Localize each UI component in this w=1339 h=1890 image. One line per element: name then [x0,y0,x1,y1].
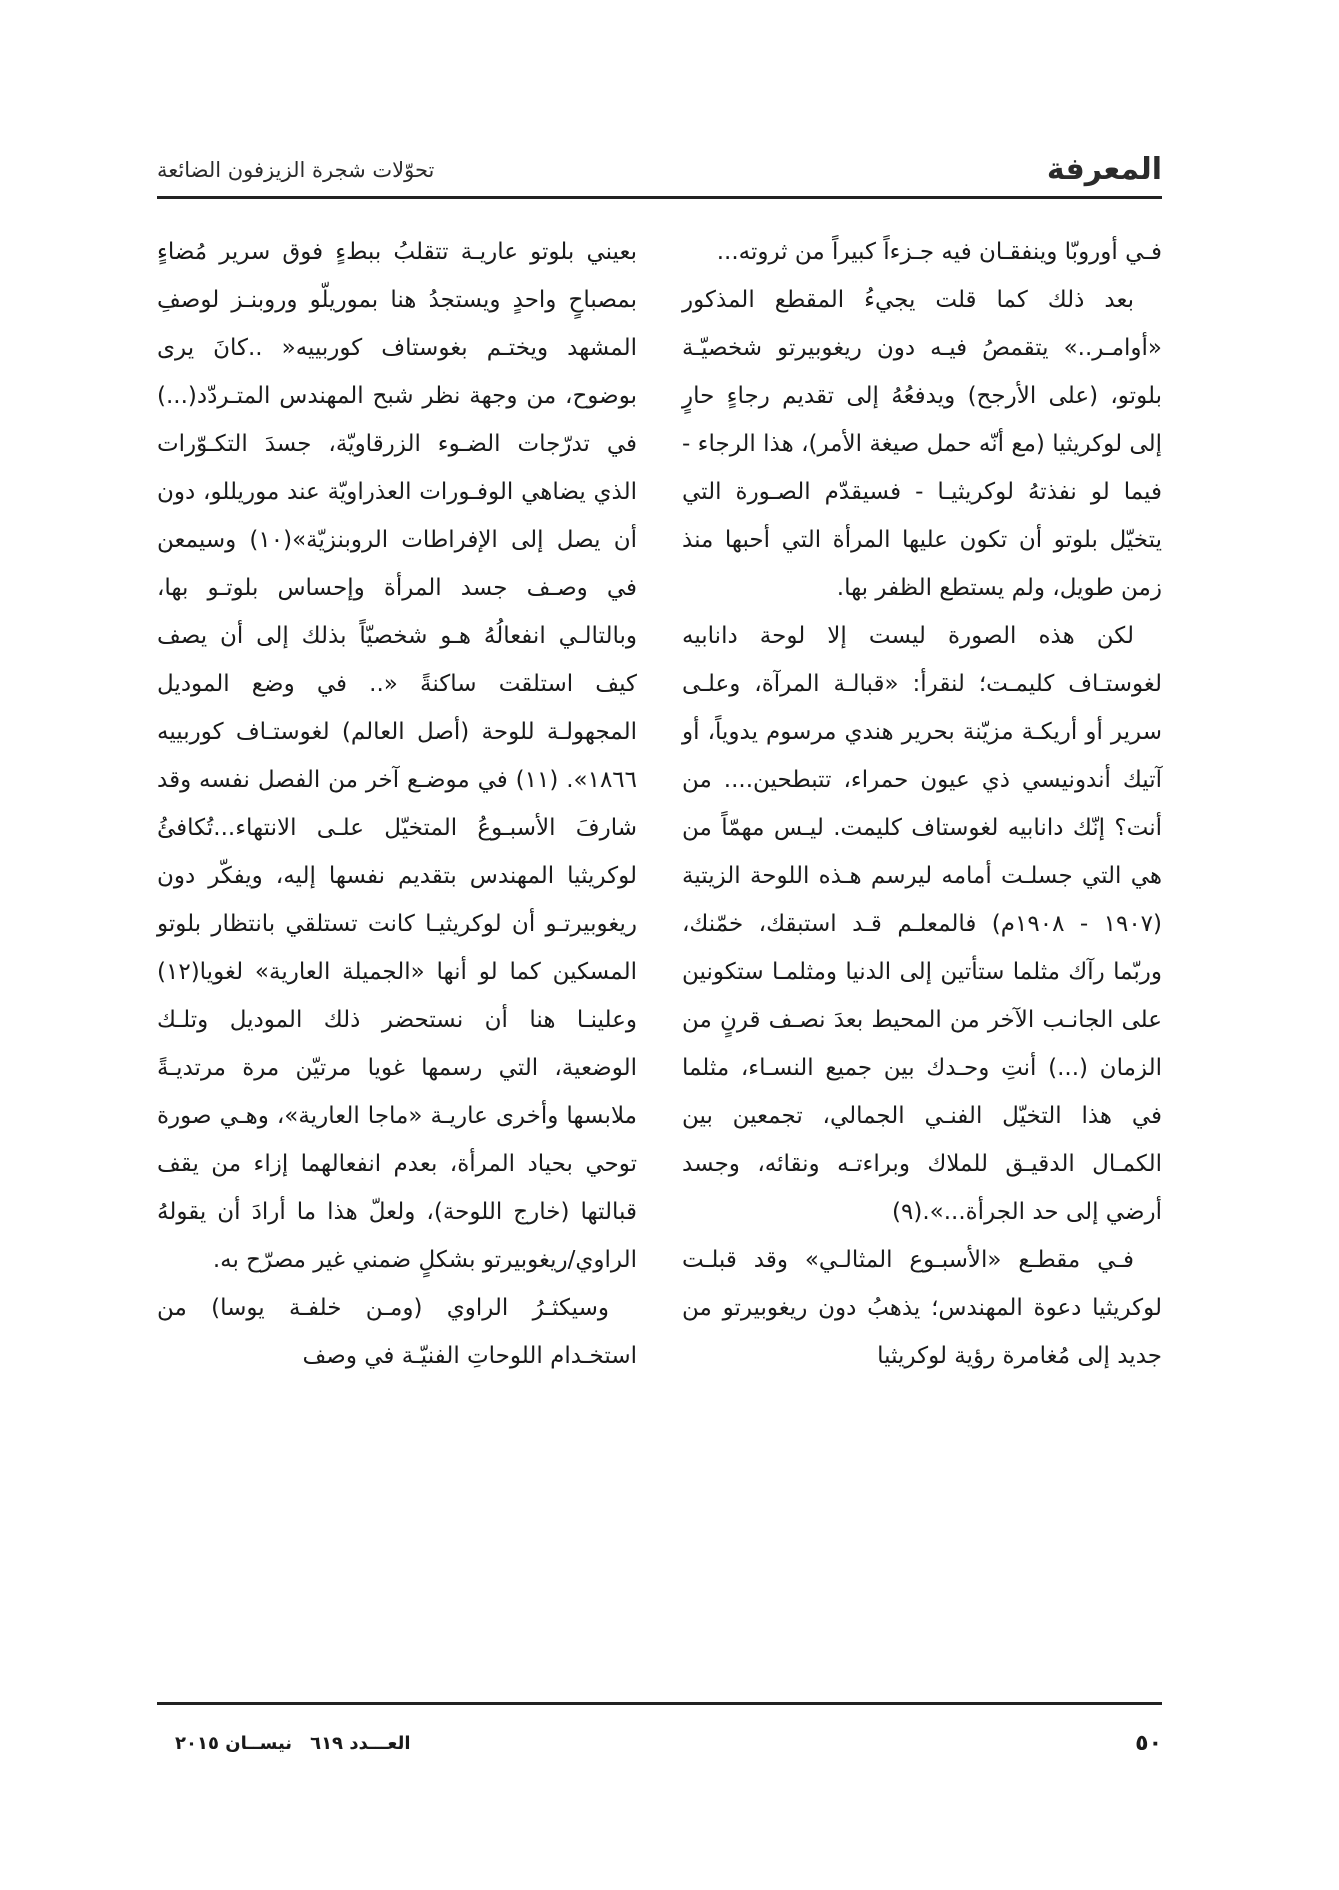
paragraph: وسيكثـرُ الراوي (ومـن خلفـة يوسا) من استخـدام اللوحاتِ الفنيّـة في وصف [157,1295,637,1369]
right-column [682,228,1162,1380]
issue-info [157,1726,411,1762]
issue-date: نيســان ٢٠١٥ [175,1733,293,1754]
magazine-logo: المعرفة [1046,152,1162,187]
paragraph: لكن هذه الصورة ليست إلا لوحة دانابيه لغوستـاف كليمـت؛ لنقرأ: «قبالـة المرآة، وعلـى سرير أو أريكـة مزيّنة بحرير هندي مرسوم يدوياً، أو آتيك أندونيسي ذي عيون حمراء، تتبطحين.... من أنت؟ إنّك دانابيه لغوستاف كليمت. ليـس مهمّاً من هي التي جسلـت أمامه ليرسم هـذه اللوحة الزيتية (١٩٠٧ - ١٩٠٨م) فالمعلـم قـد استبقك، خمّنك، وربّما رآك مثلما ستأتين إلى الدنيا ومثلمـا ستكونين على الجانـب الآخر من المحيط بعدَ نصـف قرنٍ من الزمان (...) أنتِ وحـدك بين جميع النسـاء، مثلما في هذا التخيّل الفنـي الجمالي، تجمعين بين الكمـال الدقيـق للملاك وبراءتـه ونقائه، وجسد أرضي إلى حد الجرأة...».(٩) [682,623,1163,1225]
paragraph: بعيني بلوتو عاريـة تتقلبُ ببطءٍ فوق سرير مُضاءٍ بمصباحٍ واحدٍ ويستجدُ هنا بموريلّو وروبنـز لوصفِ المشهد ويختـم بغوستاف كوربييه« ..كانَ يرى بوضوح، من وجهة نظر شبح المهندس المتـردّد(...) في تدرّجات الضـوء الزرقاويّة، جسدَ التكـوّرات الذي يضاهي الوفـورات العذراويّة عند موريللو، دون أن يصل إلى الإفراطات الروبنزيّة»(١٠) وسيمعن في وصـف جسد المرأة وإحساس بلوتـو بها، وبالتالـي انفعالُهُ هـو شخصيّاً بذلك إلى أن يصف كيف استلقت ساكنةً «.. في وضع الموديل المجهولـة للوحة (أصل العالم) لغوستـاف كوربييه ١٨٦٦». (١١) في موضـع آخر من الفصل نفسه وقد شارفَ الأسبـوعُ المتخيّل علـى الانتهاء...تُكافئُ لوكريثيا المهندس بتقديم نفسها إليه، ويفكّر دون ريغوبيرتـو أن لوكريثيـا كانت تستلقي بانتظار بلوتو المسكين كما لو أنها «الجميلة العارية» لغويا(١٢) وعلينـا هنا أن نستحضر ذلك الموديل وتلـك الوضعية، التي رسمها غويا مرتيّن مرة مرتديـةً ملابسها وأخرى عاريـة «ماجا العارية»، وهـي صورة توحي بحياد المرأة، بعدم انفعالهما إزاء من يقف قبالتها (خارج اللوحة)، ولعلّ هذا ما أرادَ أن يقولهُ الراوي/ريغوبيرتو بشكلٍ ضمني غير مصرّح به. [157,239,638,1273]
paragraph: فـي أوروبّا وينفقـان فيه جـزءاً كبيراً من ثروته... [716,239,1162,265]
paragraph: فـي مقطـع «الأسبـوع المثالـي» وقد قبلـت لوكريثيا دعوة المهندس؛ يذهبُ دون ريغوبيرتو من جديد إلى مُغامرة رؤية لوكريثيا [682,1247,1162,1369]
page-header [157,150,1162,190]
issue-label: العـــدد ٦١٩ [310,1733,411,1754]
footer-rule [157,1702,1162,1705]
page-footer [157,1726,1162,1766]
paragraph: بعد ذلك كما قلت يجيءُ المقطع المذكور «أوامـر..» يتقمصُ فيـه دون ريغوبيرتو شخصيّـة بلوتو، (على الأرجح) ويدفعُهُ إلى تقديم رجاءٍ حارٍ إلى لوكريثيا (مع أنّه حمل صيغة الأمر)، هذا الرجاء - فيما لو نفذتهُ لوكريثيـا - فسيقدّم الصـورة التي يتخيّل بلوتو أن تكون عليها المرأة التي أحبها منذ زمن طويل، ولم يستطع الظفر بها. [682,287,1162,601]
left-column [157,228,637,1380]
page-number: ٥٠ [1135,1731,1162,1756]
running-title: تحوّلات شجرة الزيزفون الضائعة [157,158,435,182]
header-rule [157,196,1162,199]
